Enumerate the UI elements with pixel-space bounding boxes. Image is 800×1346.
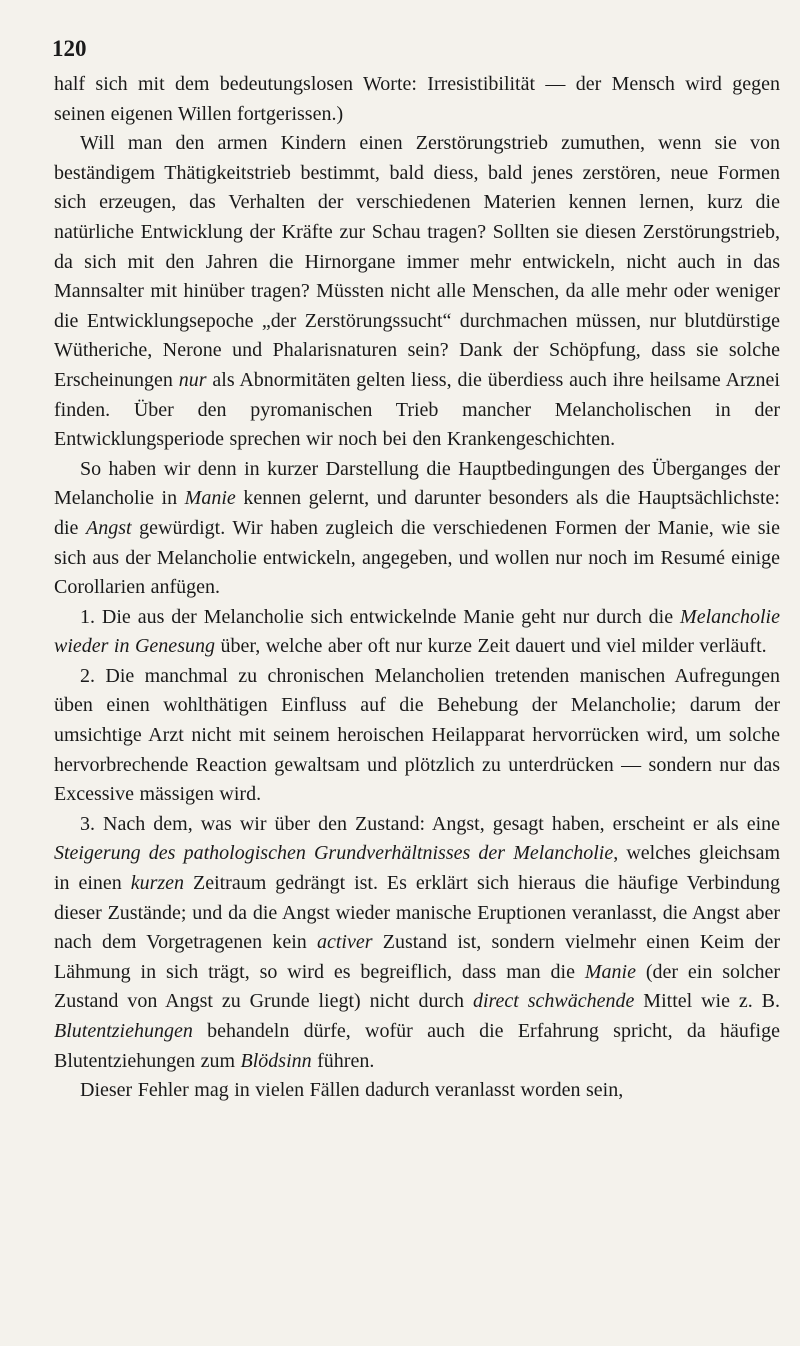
text-run: Will man den armen Kindern einen Zerstörungstrieb zumuthen, wenn sie von beständigem Thätigkeitstrieb bestimmt, bald diess, bald jenes zerstören, neue Formen sich erzeugen, das Verhalten der verschiedenen Materien kennen lernen, kurz die natürliche Entwicklung der Kräfte zur Schau tragen? Sollten sie diesen Zerstörungstrieb, da sich mit den Jahren die Hirnorgane immer mehr entwickeln, nicht auch in das Mannsalter mit hinüber tragen? Müssten nicht alle Menschen, da alle mehr oder weniger die Entwicklungsepoche „der Zerstörungssucht“ durchmachen müssen, nur blutdürstige Wütheriche, Nerone und Phalarisnaturen sein? Dank der Schöpfung, dass sie solche Erscheinungen — [54, 132, 780, 391]
text-run: gewürdigt. Wir haben zugleich die verschiedenen Formen der Manie, wie sie sich aus der Melancholie entwickeln, angegeben, und wollen nur noch im Resumé einige Corollarien anfügen. — [54, 516, 780, 599]
text-run: Zeitraum gedrängt ist. Es erklärt sich hieraus die häufige Verbindung dieser Zustände; und da die Angst wieder manische Eruptionen veranlasst, die Angst aber nach dem Vorgetragenen kein — [54, 872, 780, 954]
italic-text-run: kurzen — [130, 872, 185, 895]
body-text — [54, 70, 780, 1106]
text-run: über, welche aber oft nur kurze Zeit dauert und viel milder verläuft. — [214, 635, 767, 658]
page-number: 120 — [52, 36, 87, 61]
text-run: So haben wir denn in kurzer Darstellung die Hauptbedingungen des Überganges der Melancholie in — [54, 457, 780, 510]
paragraph — [54, 70, 780, 129]
paragraph — [54, 455, 780, 603]
paragraph — [54, 662, 780, 810]
paragraph — [54, 1076, 780, 1106]
text-run: kennen gelernt, und darunter besonders als die Hauptsächlichste: die — [54, 487, 780, 539]
text-run: Zustand ist, sondern vielmehr einen Keim der Lähmung in sich trägt, so wird es begreiflich, dass man die — [54, 931, 780, 983]
text-run: behandeln dürfe, wofür auch die Erfahrung spricht, da häufige Blutentziehungen zum — [54, 1020, 780, 1072]
italic-text-run: direct schwächende — [472, 990, 635, 1013]
paragraph — [54, 603, 780, 662]
italic-text-run: Steigerung des pathologischen Grundverhältnisses der Melancholie — [54, 842, 614, 865]
text-run: Mittel wie z. B. — [634, 990, 780, 1013]
italic-text-run: Blutentziehungen — [54, 1020, 193, 1042]
paragraph — [54, 810, 780, 1076]
italic-text-run: Blödsinn — [240, 1049, 312, 1072]
italic-text-run: Manie — [584, 960, 636, 983]
text-run: , welches gleichsam in einen — [54, 842, 781, 895]
text-run: Dieser Fehler mag in vielen Fällen dadurch veranlasst worden sein, — [80, 1079, 624, 1102]
paragraph — [54, 129, 780, 455]
text-run: als Abnormitäten gelten liess, die überdiess auch ihre heilsame Arznei finden. Über den pyromanischen Trieb mancher Melancholischen in der Entwicklungsperiode sprechen wir noch bei den Krankengeschichten. — [54, 368, 780, 451]
text-run: führen. — [311, 1049, 375, 1072]
italic-text-run: activer — [316, 931, 373, 954]
italic-text-run: Angst — [86, 516, 132, 539]
text-run: 2. Die manchmal zu chronischen Melancholien tretenden manischen Aufregungen üben einen wohlthätigen Einfluss auf die Behebung der Melancholie; darum der umsichtige Arzt nicht mit seinem heroischen Heilapparat hervorrücken wird, um solche hervorbrechende Reaction gewaltsam und plötzlich zu unterdrücken — sondern nur das Excessive mässigen wird. — [54, 664, 780, 806]
text-run: 3. Nach dem, was wir über den Zustand: Angst, gesagt haben, erscheint er als eine — [80, 812, 780, 835]
italic-text-run: Melancholie wieder in Genesung — [54, 605, 780, 658]
text-run: 1. Die aus der Melancholie sich entwickelnde Manie geht nur durch die — [80, 605, 681, 628]
italic-text-run: nur — [178, 368, 207, 391]
text-run: (der ein solcher Zustand von Angst zu Grunde liegt) nicht durch — [54, 960, 780, 1013]
text-run: half sich mit dem bedeutungslosen Worte: Irresistibilität — der Mensch wird gegen seinen eigenen Willen fortgerissen.) — [54, 73, 780, 125]
italic-text-run: Manie — [184, 487, 236, 510]
